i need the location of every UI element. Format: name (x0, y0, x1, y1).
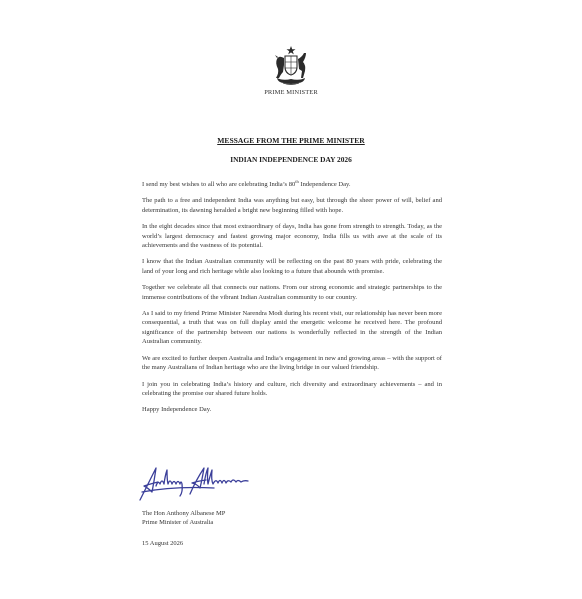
paragraph-1-text: I send my best wishes to all who are celebrating India’s 80 (142, 181, 296, 188)
signoff-block (142, 510, 225, 527)
ordinal-suffix: th (295, 178, 299, 184)
paragraph-8: I join you in celebrating India’s history and culture, rich diversity and extraordinary achievements – and in celebrating the promise our shared future holds. (142, 380, 442, 397)
paragraph-7: We are excited to further deepen Australia and India’s engagement in new and growing areas – with the support of the many Australians of Indian heritage who are the living bridge in our valued friendship. (142, 354, 442, 372)
office-label: PRIME MINISTER (264, 89, 318, 96)
paragraph-4: I know that the Indian Australian community will be reflecting on the past 80 years with pride, celebrating the land of your long and rich heritage while also looking to a future that abounds with promise. (142, 258, 442, 275)
message-subtitle: INDIAN INDEPENDENCE DAY 2026 (230, 155, 352, 164)
signatory-name: The Hon Anthony Albanese MP (142, 510, 226, 517)
signatory-title: Prime Minister of Australia (142, 518, 214, 526)
letter-body (142, 180, 442, 422)
paragraph-3: In the eight decades since that most extraordinary of days, India has gone from strength to strength. Today, as the world’s largest democracy and fastest growing major economy, India fills us with awe at the scale of its achievements and the vastness of its potential. (142, 223, 442, 250)
message-title: MESSAGE FROM THE PRIME MINISTER (217, 136, 365, 145)
commonwealth-coat-of-arms-icon (271, 45, 311, 87)
paragraph-5: Together we celebrate all that connects our nations. From our strong economic and strategic partnerships to the immense contributions of the vibrant Indian Australian community to our country. (142, 284, 442, 301)
handwritten-signature (134, 462, 260, 504)
paragraph-1 (142, 180, 442, 189)
letter-date: 15 August 2026 (142, 540, 184, 547)
paragraph-6: As I said to my friend Prime Minister Narendra Modi during his recent visit, our relationship has never been more consequential, a truth that was on full display amid the energetic welcome he received here. The profound significance of the partnership between our nations is wonderfully reflected in the strength of the Indian Australian community. (142, 310, 442, 346)
closing-greeting: Happy Independence Day. (142, 406, 212, 414)
paragraph-2: The path to a free and independent India was anything but easy, but through the sheer power of will, belief and determination, its dawning heralded a bright new beginning filled with hope. (142, 197, 442, 214)
paragraph-1-end: Independence Day. (298, 181, 351, 188)
